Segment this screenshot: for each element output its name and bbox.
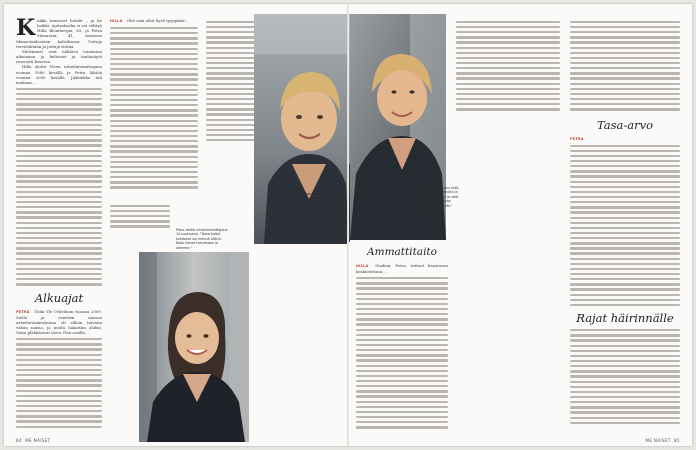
speaker-label: PETRA [16, 309, 30, 314]
left-column-2 [110, 18, 198, 204]
body-text-lines [356, 277, 448, 428]
magazine-spread [4, 4, 692, 446]
page-number-left: 84 ME NAISET [16, 438, 51, 443]
photo-caption: Petra aloitti urheilutoimittajana 14-vuotiaana. "Tosta kaikki kohdasta voi mennä väärin. Noku iloiset toimimaan jo olemme." [176, 228, 228, 250]
right-column-1 [356, 244, 448, 440]
section-title: Ammattitaito [367, 246, 437, 258]
body-text-lines [456, 21, 560, 111]
portrait-photo-petra [139, 252, 249, 442]
gutter [347, 4, 349, 446]
paragraph: Molemmat ovat nähtävä toimintaa aikoinaan ja keltaiset ja taulunäytä ressontti kosessa. [16, 48, 102, 65]
section-title: Rajat häirinnälle [576, 311, 674, 326]
page-number-right: ME NAISET 85 [645, 438, 680, 443]
paragraph [570, 136, 680, 142]
lead-paragraph: K aikki tunnevat heidät – ja he kaikki. Ajatuskarha ei voi välttyä Hilla Blombergin, 63, ja Petra Mannerin, 41, seurassa tilannetaidostaan kahvikassa. Tuttuja tervehditään ja juttuja riittää. [16, 18, 102, 49]
body-text-lines [16, 88, 102, 286]
speaker-label: HILLA [356, 264, 369, 268]
photo-caption: "Olen jutuissani mää, että hänen kautta ja hänen kautta ja näet naisen suuressa tulevat näkyvät." Hilla sanoo. [424, 186, 460, 213]
body-text-lines [570, 145, 680, 307]
left-column-1 [16, 18, 102, 442]
paragraph: HILLA Stadion, Petra, tottuut haastavan keskusteluun… [356, 263, 448, 275]
section-title: Tasa-arvo [596, 117, 654, 132]
paragraph: PETRA Tulin Yle Urheiluun vuonna 2009. Siellä ja vaiettiin muissa urheilutoimituksissa oli silloin hirveän vähän naisia, ja meitä hakattiin aluksi. Vaisa pläkkäsesti oleva Ylen sisällä… [16, 308, 102, 336]
paragraph: HILLA Olet sinä ollut hyvä tyyppikin! [110, 18, 187, 23]
section-title: Alkuajat [34, 290, 84, 305]
speaker-label: PETRA [570, 136, 584, 141]
body-text-lines [110, 27, 198, 189]
right-column-2 [456, 18, 560, 442]
right-column-3 [570, 18, 680, 442]
speaker-label: HILLA [110, 19, 123, 23]
paragraph: Hilla aloitti Yleen urheilutoimittajana vuonna 1980 kesällä ja Petra lähtöä vuonna 2000 kesällä. Jääkiekko tuli mukaan... [16, 64, 102, 85]
body-text-lines [570, 21, 680, 111]
photo-caption: "Olen jutuissani mää, että hänen kautta ja hänen kautta ja näet naisen suuressa tulevat näkyvät." Hilla sanoo. [302, 192, 342, 214]
left-column-2-lower [110, 202, 170, 232]
drop-cap: K [16, 18, 36, 41]
body-text-lines [570, 329, 680, 424]
body-text-lines [16, 338, 102, 428]
